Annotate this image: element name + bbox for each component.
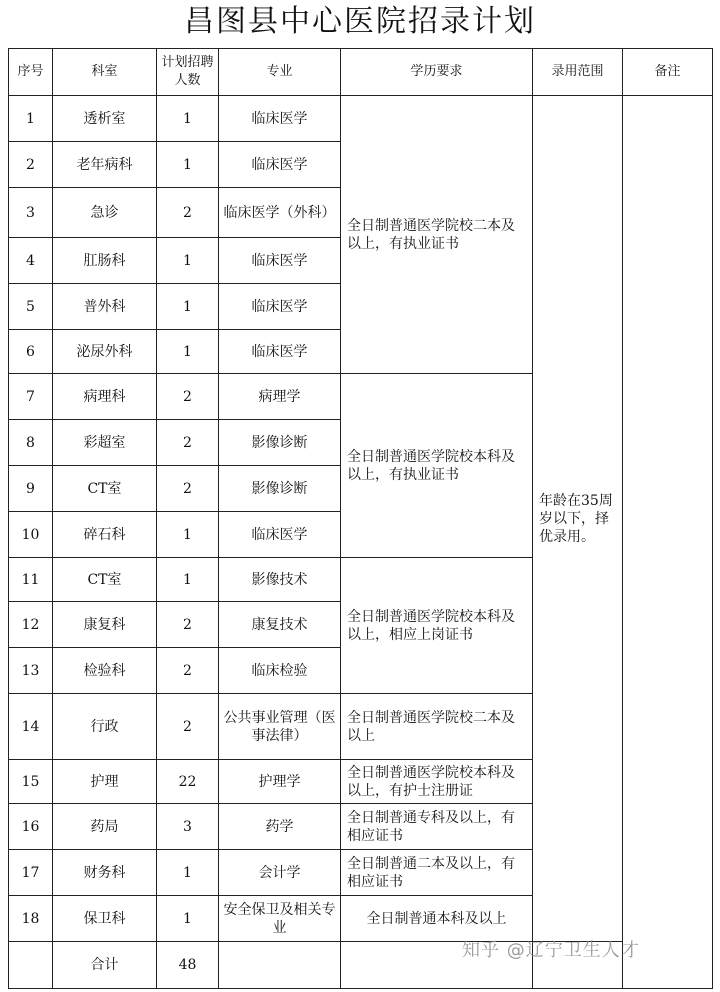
- cell-seq: 5: [9, 284, 53, 330]
- cell-seq: 9: [9, 466, 53, 512]
- cell-seq: 6: [9, 330, 53, 374]
- cell-dept: 康复科: [53, 602, 157, 648]
- cell-count: 3: [157, 804, 219, 850]
- cell-education: 全日制普通医学院校二本及以上: [341, 694, 533, 760]
- table-header-row: [9, 49, 713, 96]
- cell-seq: 7: [9, 374, 53, 420]
- cell-education-group-2: 全日制普通医学院校本科及以上，有执业证书: [341, 374, 533, 558]
- cell-count: 1: [157, 330, 219, 374]
- cell-dept: CT室: [53, 466, 157, 512]
- cell-count: 22: [157, 760, 219, 804]
- cell-major: 临床医学: [219, 512, 341, 558]
- cell-seq: 18: [9, 896, 53, 942]
- cell-seq: 10: [9, 512, 53, 558]
- recruitment-table: [8, 48, 713, 989]
- cell-seq: 2: [9, 142, 53, 188]
- cell-scope: 年龄在35周岁以下，择优录用。: [533, 96, 623, 942]
- cell-dept: 药局: [53, 804, 157, 850]
- cell-dept: 病理科: [53, 374, 157, 420]
- cell-major: 病理学: [219, 374, 341, 420]
- cell-count: 1: [157, 850, 219, 896]
- cell-major: 护理学: [219, 760, 341, 804]
- header-remark: 备注: [623, 49, 713, 96]
- cell-dept: 碎石科: [53, 512, 157, 558]
- cell-count: 2: [157, 188, 219, 238]
- cell-dept: 护理: [53, 760, 157, 804]
- cell-major: 公共事业管理（医事法律）: [219, 694, 341, 760]
- cell-seq: 16: [9, 804, 53, 850]
- cell-count: 1: [157, 558, 219, 602]
- header-dept: 科室: [53, 49, 157, 96]
- cell-seq: [9, 942, 53, 989]
- cell-major: 临床医学: [219, 330, 341, 374]
- total-count: 48: [157, 942, 219, 989]
- cell-major: 临床检验: [219, 648, 341, 694]
- cell-major: 影像诊断: [219, 466, 341, 512]
- cell-count: 1: [157, 896, 219, 942]
- cell-education-group-1: 全日制普通医学院校二本及以上，有执业证书: [341, 96, 533, 374]
- cell-count: 2: [157, 648, 219, 694]
- total-label: 合计: [53, 942, 157, 989]
- cell-major: 临床医学: [219, 284, 341, 330]
- cell-dept: 彩超室: [53, 420, 157, 466]
- cell-seq: 12: [9, 602, 53, 648]
- cell-major: 影像技术: [219, 558, 341, 602]
- cell-major: 会计学: [219, 850, 341, 896]
- cell-major: 临床医学: [219, 238, 341, 284]
- cell-count: 2: [157, 466, 219, 512]
- cell-dept: 检验科: [53, 648, 157, 694]
- cell-dept: 普外科: [53, 284, 157, 330]
- cell-major: 临床医学（外科）: [219, 188, 341, 238]
- cell-count: 2: [157, 420, 219, 466]
- cell-seq: 4: [9, 238, 53, 284]
- cell-seq: 11: [9, 558, 53, 602]
- cell-seq: 13: [9, 648, 53, 694]
- cell-count: 1: [157, 238, 219, 284]
- cell-major: 影像诊断: [219, 420, 341, 466]
- cell-education: 全日制普通本科及以上: [341, 896, 533, 942]
- header-major: 专业: [219, 49, 341, 96]
- cell-seq: 15: [9, 760, 53, 804]
- cell-seq: 3: [9, 188, 53, 238]
- cell-seq: 8: [9, 420, 53, 466]
- cell-seq: 1: [9, 96, 53, 142]
- page-title: 昌图县中心医院招录计划: [184, 4, 536, 39]
- table-row: [9, 96, 713, 142]
- cell-dept: 透析室: [53, 96, 157, 142]
- cell-major: 安全保卫及相关专业: [219, 896, 341, 942]
- header-count: 计划招聘人数: [157, 49, 219, 96]
- cell-education: 全日制普通二本及以上，有相应证书: [341, 850, 533, 896]
- cell-count: 1: [157, 512, 219, 558]
- cell-count: 2: [157, 602, 219, 648]
- header-education: 学历要求: [341, 49, 533, 96]
- cell-dept: 行政: [53, 694, 157, 760]
- cell-count: 1: [157, 96, 219, 142]
- cell-major: 药学: [219, 804, 341, 850]
- header-seq: 序号: [9, 49, 53, 96]
- cell-major: 康复技术: [219, 602, 341, 648]
- cell-dept: CT室: [53, 558, 157, 602]
- cell-seq: 14: [9, 694, 53, 760]
- cell-count: 1: [157, 142, 219, 188]
- cell-dept: 财务科: [53, 850, 157, 896]
- cell-remark: [623, 96, 713, 989]
- cell-dept: 急诊: [53, 188, 157, 238]
- cell-count: 2: [157, 374, 219, 420]
- cell-dept: 肛肠科: [53, 238, 157, 284]
- cell-education-group-3: 全日制普通医学院校本科及以上，相应上岗证书: [341, 558, 533, 694]
- cell-education: 全日制普通医学院校本科及以上，有护士注册证: [341, 760, 533, 804]
- cell-major: 临床医学: [219, 142, 341, 188]
- header-scope: 录用范围: [533, 49, 623, 96]
- cell-major: [219, 942, 341, 989]
- watermark: 知乎 @辽宁卫生人才: [462, 940, 640, 961]
- cell-count: 2: [157, 694, 219, 760]
- cell-seq: 17: [9, 850, 53, 896]
- cell-dept: 保卫科: [53, 896, 157, 942]
- cell-major: 临床医学: [219, 96, 341, 142]
- cell-dept: 老年病科: [53, 142, 157, 188]
- cell-count: 1: [157, 284, 219, 330]
- cell-dept: 泌尿外科: [53, 330, 157, 374]
- cell-education: 全日制普通专科及以上，有相应证书: [341, 804, 533, 850]
